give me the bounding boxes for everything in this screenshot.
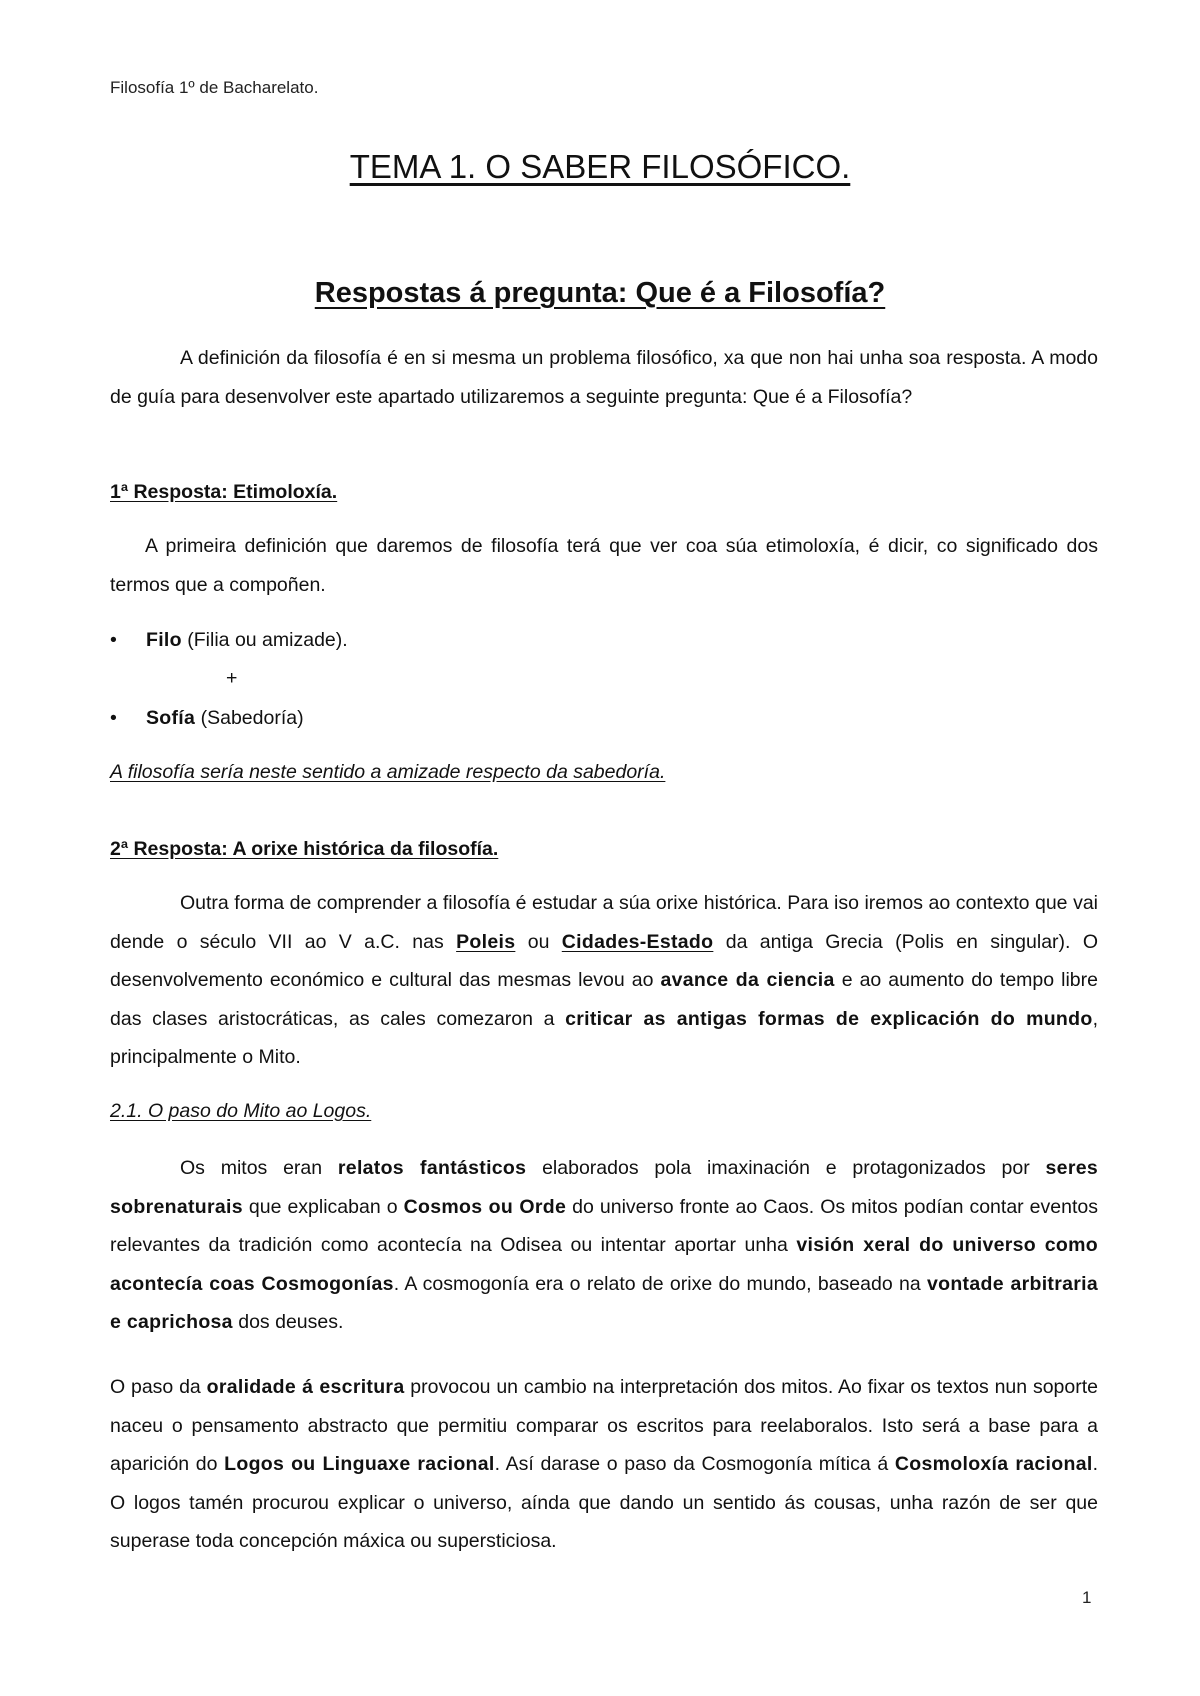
text-run: . O logos tamén procurou explicar o universo, aínda que dando un sentido ás cousas, unha razón de ser que superase toda concepción máxica ou supersticiosa. [110,1453,1098,1552]
text-run: do universo fronte ao Caos. Os mitos podían contar eventos relevantes da tradición como acontecía na Odisea ou intentar aportar unha [110,1195,1098,1256]
term-oralidade: oralidade á escritura [206,1376,405,1398]
bullet-icon: • [110,707,117,729]
term-cosmos: Cosmos ou Orde [403,1195,567,1218]
section2-paragraph-2 [110,1149,1098,1342]
bullet-desc: (Sabedoría) [195,707,304,729]
text-run: que explicaban o [242,1195,404,1218]
plus-sign: + [226,667,238,689]
text-run: . Así darase o paso da Cosmogonía mítica á [494,1453,895,1475]
section2-paragraph-3 [110,1368,1098,1561]
bullet-icon: • [110,629,117,651]
page-header: Filosofía 1º de Bacharelato. [110,78,319,97]
text-run: elaborados pola imaxinación e protagonizados por [526,1157,1046,1179]
section1-heading: 1ª Resposta: Etimoloxía. [110,481,338,503]
text-run: . A cosmogonía era o relato de orixe do mundo, baseado na [393,1272,927,1295]
bullet-term: Filo [146,629,182,651]
intro-paragraph [110,339,1098,416]
text-run: Outra forma de comprender a filosofía é estudar a súa orixe histórica. Para iso iremos ao contexto que vai dende o século VII ao V a.C. nas [110,892,1098,953]
text-run: Os mitos eran [180,1157,338,1179]
term-cidades-estado: Cidades-Estado [561,930,714,953]
term-logos: Logos ou Linguaxe racional [224,1453,495,1475]
term-vontade: vontade arbitraria e caprichosa [110,1272,1098,1333]
text-run: e ao aumento do tempo libre das clases aristocráticas, as cales comezaron a [110,969,1098,1030]
term-vision: visión xeral do universo como acontecía coas Cosmogonías [110,1234,1098,1295]
bullet-term: Sofía [146,707,196,729]
term-poleis: Poleis [456,930,516,953]
text-run: O paso da [110,1376,207,1398]
text-run: , principalmente o Mito. [110,1007,1098,1068]
section1-text: A primeira definición que daremos de filosofía terá que ver coa súa etimoloxía, é dicir, co significado dos termos que a compoñen. [110,535,1098,596]
term-cosmoloxia: Cosmoloxía racional [894,1453,1093,1475]
section1-paragraph [110,527,1098,604]
section1-conclusion: A filosofía sería neste sentido a amizade respecto da sabedoría. [110,761,666,783]
bullet-desc: (Filia ou amizade). [181,629,348,651]
text-run: ou [515,930,562,953]
document-title: TEMA 1. O SABER FILOSÓFICO. [349,148,851,185]
term-seres: seres sobrenaturais [110,1157,1098,1218]
intro-text: A definición da filosofía é en si mesma un problema filosófico, xa que non hai unha soa resposta. A modo de guía para desenvolver este apartado utilizaremos a seguinte pregunta: Que é a Filosofía? [110,347,1098,408]
term-criticar: criticar as antigas formas de explicación do mundo [565,1007,1093,1030]
page-number: 1 [1082,1588,1092,1607]
subsection-heading: 2.1. O paso do Mito ao Logos. [110,1100,372,1122]
bullet-item-sofia [110,707,304,730]
section2-heading: 2ª Resposta: A orixe histórica da filosofía. [110,838,499,860]
document-subtitle: Respostas á pregunta: Que é a Filosofía? [314,277,886,309]
text-run: da antiga Grecia (Polis en singular). O desenvolvemento económico e cultural das mesmas levou ao [110,930,1098,991]
text-run: dos deuses. [232,1311,344,1333]
section2-paragraph-1 [110,884,1098,1077]
bullet-item-filo [110,629,348,652]
text-run: provocou un cambio na interpretación dos mitos. Ao fixar os textos nun soporte naceu o pensamento abstracto que permitiu comparar os escritos para reelaboralos. Isto será a base para a aparición do [110,1376,1098,1475]
term-relatos: relatos fantásticos [337,1157,527,1179]
term-avance-ciencia: avance da ciencia [660,969,835,991]
